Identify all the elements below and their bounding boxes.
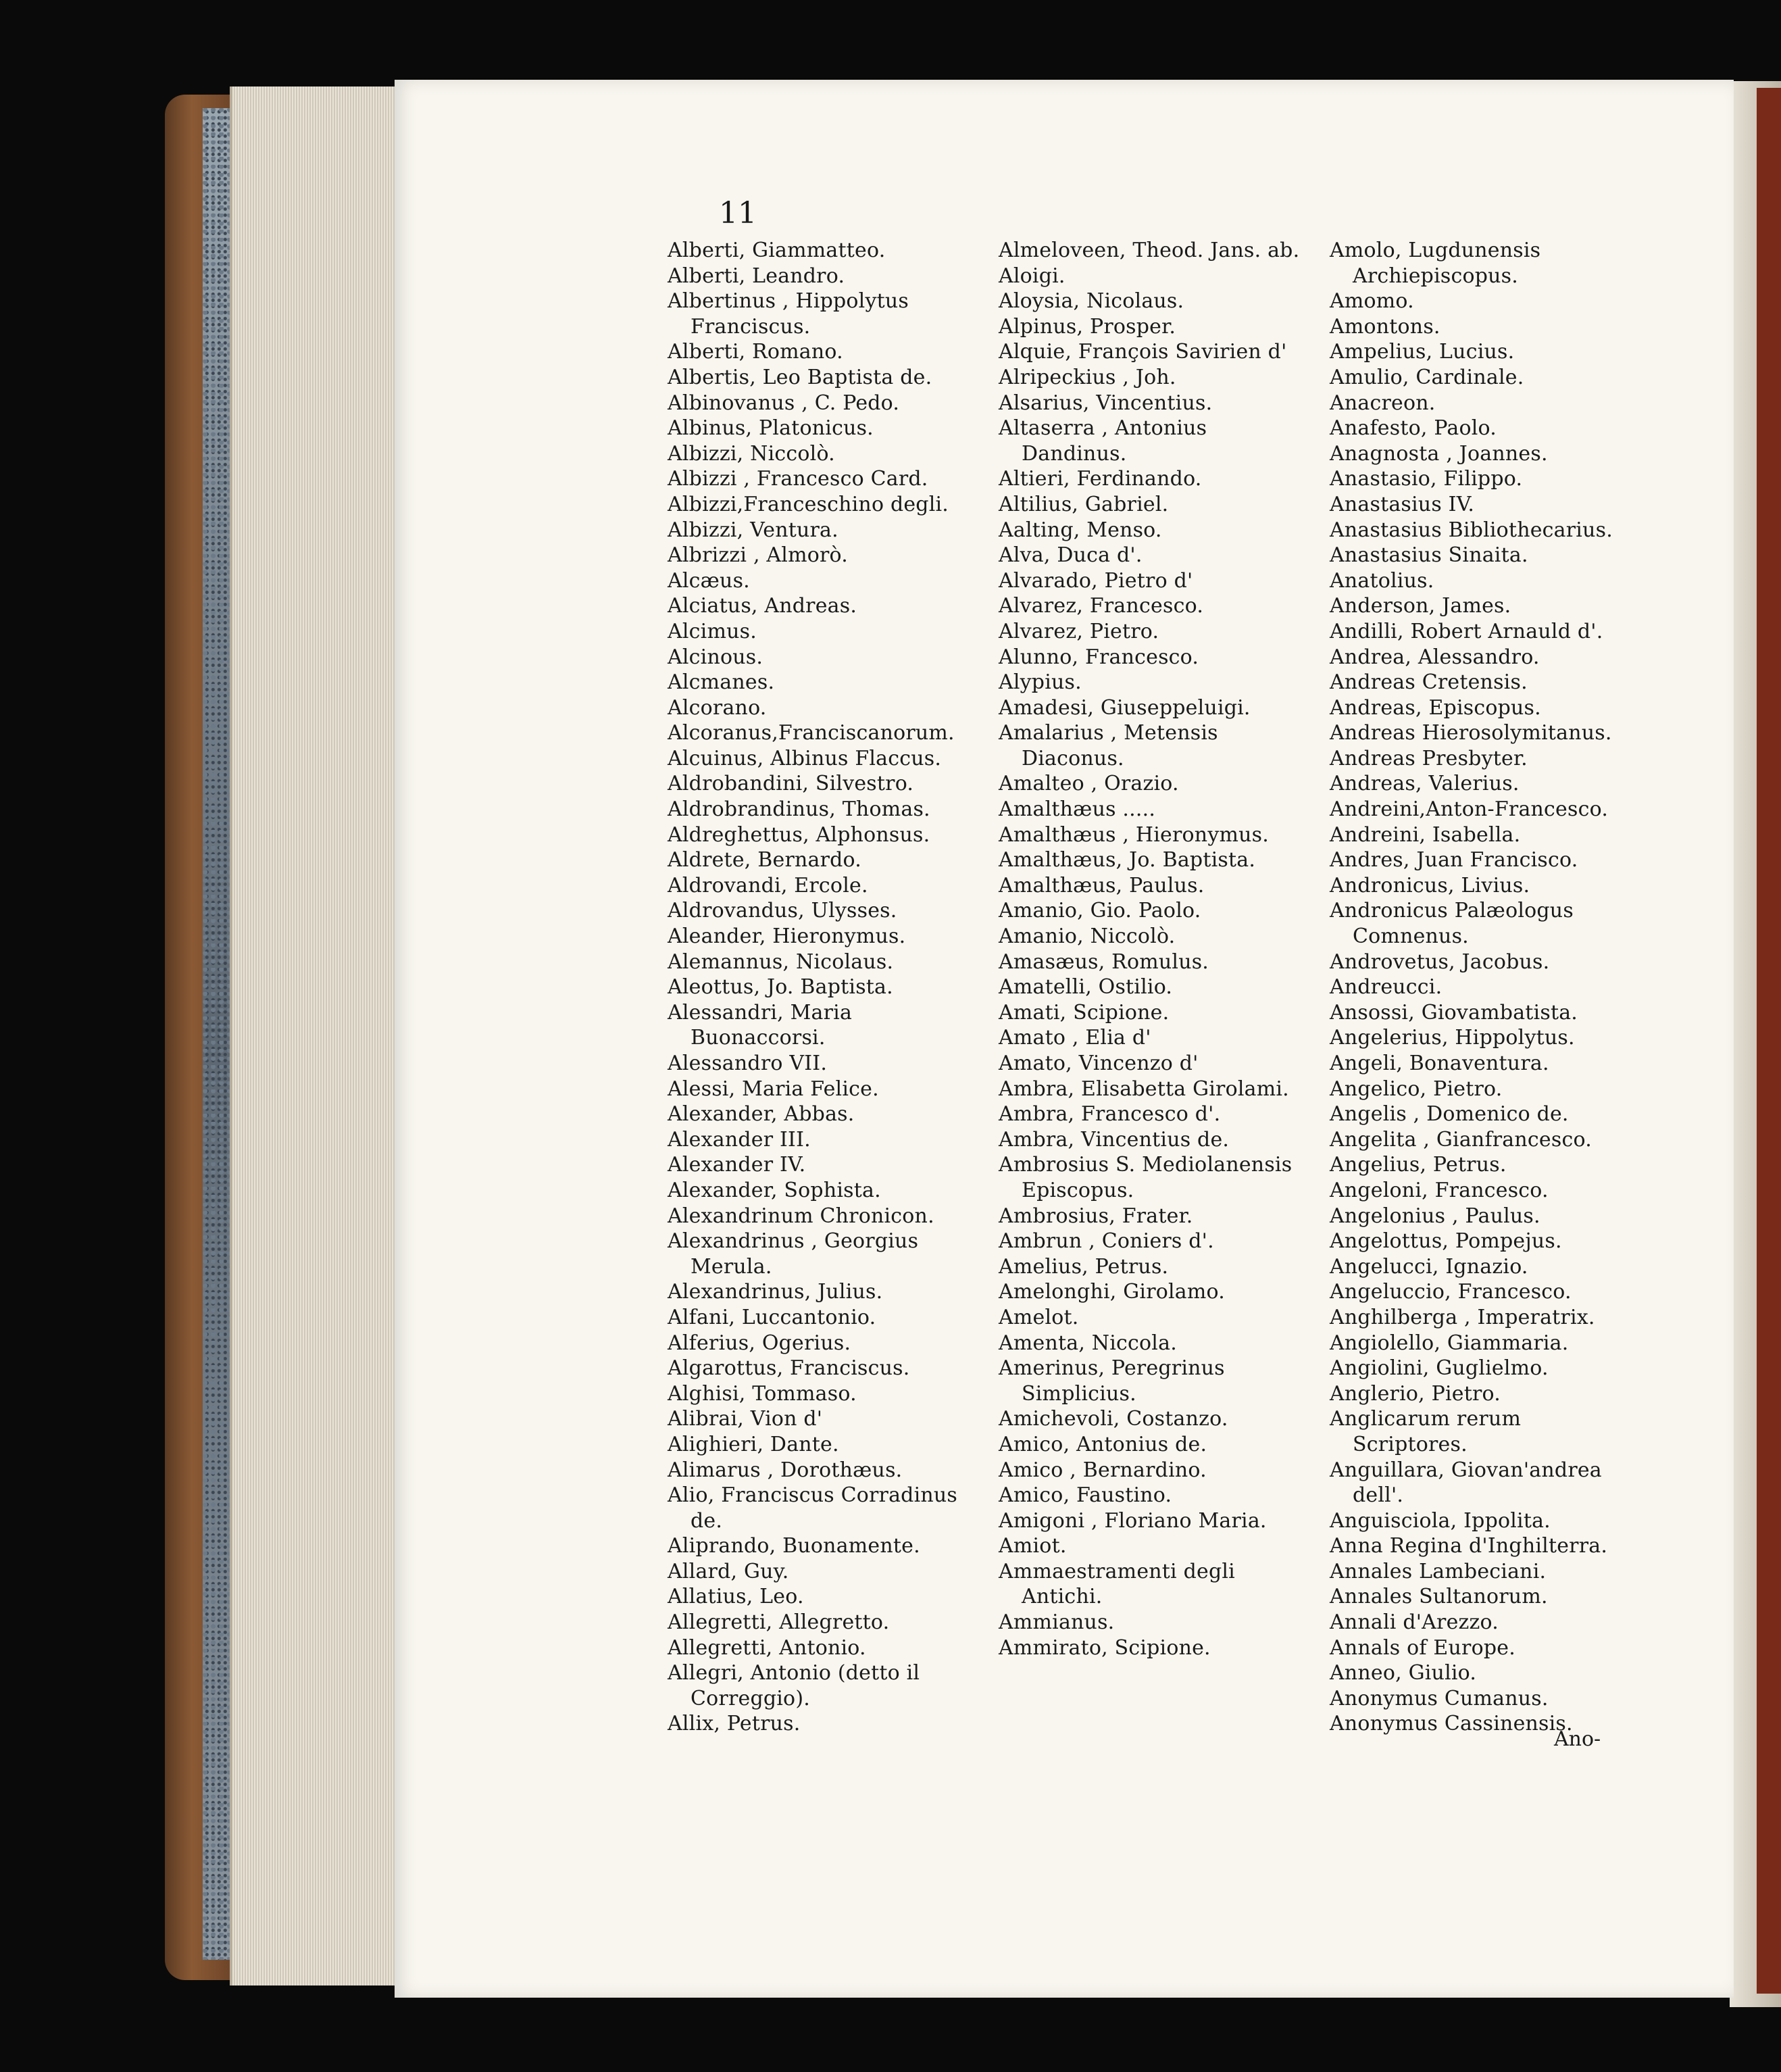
page-block-edges xyxy=(230,87,401,1985)
index-entry: Angelis , Domenico de. xyxy=(1330,1102,1569,1127)
index-entry: Androvetus, Jacobus. xyxy=(1330,949,1550,974)
index-entry: Amico , Bernardino. xyxy=(999,1458,1207,1482)
index-entry: Angelucci, Ignazio. xyxy=(1330,1254,1528,1279)
index-entry: Alberti, Giammatteo. xyxy=(668,239,886,262)
index-entry: Amelonghi, Girolamo. xyxy=(999,1280,1225,1304)
index-entry: Albizzi , Francesco Card. xyxy=(668,467,928,491)
index-entry: Andres, Juan Francisco. xyxy=(1330,848,1578,872)
index-entry: Andilli, Robert Arnauld d'. xyxy=(1330,619,1603,643)
index-entry: Ambrun , Coniers d'. xyxy=(999,1229,1214,1254)
index-entry: Ansossi, Giovambatista. xyxy=(1330,1000,1578,1025)
index-entry: Andronicus Palæologus Comnenus. xyxy=(1330,899,1574,949)
index-entry: Almeloveen, Theod. Jans. ab. xyxy=(999,239,1300,262)
index-entry: Amanio, Niccolò. xyxy=(999,924,1176,949)
index-entry: Albertis, Leo Baptista de. xyxy=(668,365,932,389)
index-entry: Amalthæus, Jo. Baptista. xyxy=(999,848,1256,872)
index-entry: Angelerius, Hippolytus. xyxy=(1330,1026,1575,1050)
index-entry: Alcmanes. xyxy=(668,670,775,695)
index-entry: Allix, Petrus. xyxy=(668,1712,801,1736)
index-entry: Andreas, Valerius. xyxy=(1330,772,1520,796)
index-entry: Albrizzi , Almorò. xyxy=(668,543,848,568)
index-entry: Angelico, Pietro. xyxy=(1330,1077,1503,1101)
index-entry: Andrea, Alessandro. xyxy=(1330,645,1540,669)
index-entry: Anonymus Cassinensis. xyxy=(1330,1712,1573,1736)
index-entry: Amelot. xyxy=(999,1305,1079,1329)
index-entry: Allard, Guy. xyxy=(668,1559,789,1583)
index-entry: Altieri, Ferdinando. xyxy=(999,467,1202,491)
index-entry: Alciatus, Andreas. xyxy=(668,594,857,618)
index-entry: Albinovanus , C. Pedo. xyxy=(668,391,900,415)
index-entry: Angeli, Bonaventura. xyxy=(1330,1052,1549,1075)
index-entry: Ammirato, Scipione. xyxy=(999,1635,1211,1660)
index-entry: Alexander III. xyxy=(668,1127,811,1152)
index-entry: Amasæus, Romulus. xyxy=(999,949,1209,974)
index-entry: Ambra, Vincentius de. xyxy=(999,1127,1230,1152)
index-entry: Alfani, Luccantonio. xyxy=(668,1305,876,1329)
index-entry: Angelita , Gianfrancesco. xyxy=(1330,1127,1592,1152)
index-entry: Aldrobandini, Silvestro. xyxy=(668,772,914,796)
index-entry: Allatius, Leo. xyxy=(668,1585,804,1609)
index-entry: Alcinous. xyxy=(668,645,763,669)
index-entry: Alferius, Ogerius. xyxy=(668,1331,851,1355)
index-entry: Alunno, Francesco. xyxy=(999,645,1199,669)
index-entry: Alexandrinus, Julius. xyxy=(668,1280,883,1304)
index-entry: Andronicus, Livius. xyxy=(1330,873,1530,897)
index-entry: Alghisi, Tommaso. xyxy=(668,1381,857,1406)
index-entry: Amontons. xyxy=(1330,314,1440,339)
index-entry: Albizzi,Franceschino degli. xyxy=(668,492,949,516)
index-entry: Allegretti, Allegretto. xyxy=(668,1610,890,1635)
index-entry: Amato , Elia d' xyxy=(999,1026,1151,1050)
facing-cover-edge xyxy=(1757,88,1781,1994)
index-entry: Angeloni, Francesco. xyxy=(1330,1178,1549,1202)
index-entry: Anagnosta , Joannes. xyxy=(1330,441,1548,466)
index-entry: Amolo, Lugdunensis Archiepiscopus. xyxy=(1330,239,1541,288)
index-entry: Albizzi, Niccolò. xyxy=(668,441,835,466)
index-entry: Angiolini, Guglielmo. xyxy=(1330,1356,1549,1381)
index-entry: Alexander, Sophista. xyxy=(668,1178,881,1202)
index-entry: Annales Sultanorum. xyxy=(1330,1585,1548,1609)
index-entry: Amalthæus ..... xyxy=(999,797,1156,822)
index-entry: Anacreon. xyxy=(1330,391,1436,415)
index-entry: Aldrobrandinus, Thomas. xyxy=(668,797,930,822)
index-entry: Anonymus Cumanus. xyxy=(1330,1686,1549,1710)
index-entry: Ammaestramenti degli Antichi. xyxy=(999,1559,1235,1609)
index-entry: Alexander IV. xyxy=(668,1153,806,1177)
index-entry: Amico, Antonius de. xyxy=(999,1432,1207,1456)
index-entry: Anastasius IV. xyxy=(1330,492,1475,516)
index-entry: Alberti, Romano. xyxy=(668,340,843,364)
index-entry: Amalthæus , Hieronymus. xyxy=(999,822,1269,847)
index-entry: Amanio, Gio. Paolo. xyxy=(999,899,1201,923)
index-entry: Anderson, James. xyxy=(1330,594,1511,618)
index-entry: Annales Lambeciani. xyxy=(1330,1559,1547,1583)
index-entry: Alberti, Leandro. xyxy=(668,264,845,288)
index-entry: Aloysia, Nicolaus. xyxy=(999,289,1184,314)
index-entry: Amiot. xyxy=(999,1534,1067,1558)
index-entry: Anafesto, Paolo. xyxy=(1330,416,1497,441)
index-entry: Alio, Franciscus Corradinus de. xyxy=(668,1483,958,1533)
index-entry: Alcimus. xyxy=(668,619,757,643)
index-entry: Amichevoli, Costanzo. xyxy=(999,1407,1228,1431)
index-entry: Aldrovandi, Ercole. xyxy=(668,873,868,897)
index-entry: Albertinus , Hippolytus Franciscus. xyxy=(668,289,909,339)
index-entry: Ammianus. xyxy=(999,1610,1115,1635)
index-entry: Alimarus , Dorothæus. xyxy=(668,1458,903,1482)
index-entry: Annali d'Arezzo. xyxy=(1330,1610,1499,1635)
index-entry: Alvarado, Pietro d' xyxy=(999,568,1193,593)
index-entry: Amerinus, Peregrinus Simplicius. xyxy=(999,1356,1225,1406)
index-entry: Anastasius Bibliothecarius. xyxy=(1330,518,1613,542)
index-column-2 xyxy=(999,238,1309,1660)
index-entry: Andreucci. xyxy=(1330,975,1443,1000)
index-entry: Allegretti, Antonio. xyxy=(668,1635,866,1660)
index-entry: Alsarius, Vincentius. xyxy=(999,391,1213,415)
index-entry: Aleottus, Jo. Baptista. xyxy=(668,975,893,1000)
index-entry: Ambra, Francesco d'. xyxy=(999,1102,1221,1127)
index-entry: Alemannus, Nicolaus. xyxy=(668,949,894,974)
index-entry: Alessandri, Maria Buonaccorsi. xyxy=(668,1000,853,1050)
index-entry: Amomo. xyxy=(1330,289,1414,314)
index-entry: Alpinus, Prosper. xyxy=(999,314,1176,339)
index-entry: Alexander, Abbas. xyxy=(668,1102,855,1127)
index-entry: Annals of Europe. xyxy=(1330,1635,1515,1660)
index-entry: Altaserra , Antonius Dandinus. xyxy=(999,416,1207,466)
index-entry: Alypius. xyxy=(999,670,1082,695)
index-entry: Andreas, Episcopus. xyxy=(1330,695,1541,720)
index-entry: Alcoranus,Franciscanorum. xyxy=(668,721,955,745)
index-entry: Alripeckius , Joh. xyxy=(999,365,1176,389)
index-entry: Ambrosius S. Mediolanensis Episcopus. xyxy=(999,1153,1293,1202)
index-entry: Alcæus. xyxy=(668,568,750,593)
index-entry: Alexandrinus , Georgius Merula. xyxy=(668,1229,919,1279)
index-entry: Alessi, Maria Felice. xyxy=(668,1077,879,1101)
index-column-3 xyxy=(1330,238,1640,1737)
index-entry: Alighieri, Dante. xyxy=(668,1432,839,1456)
index-entry: Amigoni , Floriano Maria. xyxy=(999,1508,1267,1533)
index-entry: Ambra, Elisabetta Girolami. xyxy=(999,1077,1289,1101)
index-entry: Anghilberga , Imperatrix. xyxy=(1330,1305,1595,1329)
index-entry: Anguillara, Giovan'andrea dell'. xyxy=(1330,1458,1602,1508)
index-entry: Amato, Vincenzo d' xyxy=(999,1052,1199,1075)
index-entry: Andreini, Isabella. xyxy=(1330,822,1521,847)
index-entry: Aldreghettus, Alphonsus. xyxy=(668,822,930,847)
index-entry: Amelius, Petrus. xyxy=(999,1254,1169,1279)
index-entry: Alcorano. xyxy=(668,695,767,720)
index-entry: Amadesi, Giuseppeluigi. xyxy=(999,695,1251,720)
index-entry: Amalarius , Metensis Diaconus. xyxy=(999,721,1218,770)
index-entry: Aldrovandus, Ulysses. xyxy=(668,899,897,923)
index-entry: Aloigi. xyxy=(999,264,1065,288)
index-entry: Anguisciola, Ippolita. xyxy=(1330,1508,1551,1533)
page-number: 11 xyxy=(719,196,757,230)
index-entry: Amico, Faustino. xyxy=(999,1483,1172,1508)
index-entry: Anna Regina d'Inghilterra. xyxy=(1330,1534,1608,1558)
index-entry: Alibrai, Vion d' xyxy=(668,1407,823,1431)
index-entry: Albizzi, Ventura. xyxy=(668,518,838,542)
index-entry: Allegri, Antonio (detto il Correggio). xyxy=(668,1661,920,1710)
index-entry: Aleander, Hieronymus. xyxy=(668,924,906,949)
index-entry: Alexandrinum Chronicon. xyxy=(668,1204,934,1228)
index-entry: Algarottus, Franciscus. xyxy=(668,1356,910,1381)
index-entry: Alva, Duca d'. xyxy=(999,543,1143,568)
index-entry: Alcuinus, Albinus Flaccus. xyxy=(668,746,942,770)
index-entry: Angelottus, Pompejus. xyxy=(1330,1229,1562,1254)
index-entry: Anneo, Giulio. xyxy=(1330,1661,1477,1685)
index-entry: Anastasius Sinaita. xyxy=(1330,543,1528,568)
index-entry: Ambrosius, Frater. xyxy=(999,1204,1193,1228)
index-entry: Amenta, Niccola. xyxy=(999,1331,1177,1355)
index-entry: Andreas Presbyter. xyxy=(1330,746,1528,770)
index-entry: Anastasio, Filippo. xyxy=(1330,467,1523,491)
index-entry: Andreini,Anton-Francesco. xyxy=(1330,797,1609,822)
index-entry: Alquie, François Savirien d' xyxy=(999,340,1287,364)
index-entry: Andreas Cretensis. xyxy=(1330,670,1528,695)
index-entry: Andreas Hierosolymitanus. xyxy=(1330,721,1612,745)
index-entry: Amatelli, Ostilio. xyxy=(999,975,1173,1000)
index-entry: Angeluccio, Francesco. xyxy=(1330,1280,1572,1304)
index-entry: Altilius, Gabriel. xyxy=(999,492,1169,516)
index-entry: Anatolius. xyxy=(1330,568,1434,593)
index-entry: Aalting, Menso. xyxy=(999,518,1162,542)
catchword: Ano- xyxy=(1554,1727,1601,1751)
index-entry: Anglerio, Pietro. xyxy=(1330,1381,1501,1406)
index-entry: Ampelius, Lucius. xyxy=(1330,340,1515,364)
index-entry: Amati, Scipione. xyxy=(999,1000,1170,1025)
index-entry: Angelius, Petrus. xyxy=(1330,1153,1507,1177)
index-entry: Angelonius , Paulus. xyxy=(1330,1204,1540,1228)
index-entry: Amalthæus, Paulus. xyxy=(999,873,1205,897)
index-entry: Aliprando, Buonamente. xyxy=(668,1534,920,1558)
index-entry: Alessandro VII. xyxy=(668,1052,828,1075)
index-column-1 xyxy=(668,238,978,1737)
index-entry: Albinus, Platonicus. xyxy=(668,416,874,441)
index-entry: Anglicarum rerum Scriptores. xyxy=(1330,1407,1522,1456)
index-entry: Amulio, Cardinale. xyxy=(1330,365,1524,389)
index-entry: Alvarez, Francesco. xyxy=(999,594,1204,618)
index-entry: Alvarez, Pietro. xyxy=(999,619,1159,643)
index-entry: Aldrete, Bernardo. xyxy=(668,848,862,872)
index-entry: Angiolello, Giammaria. xyxy=(1330,1331,1569,1355)
index-entry: Amalteo , Orazio. xyxy=(999,772,1179,796)
